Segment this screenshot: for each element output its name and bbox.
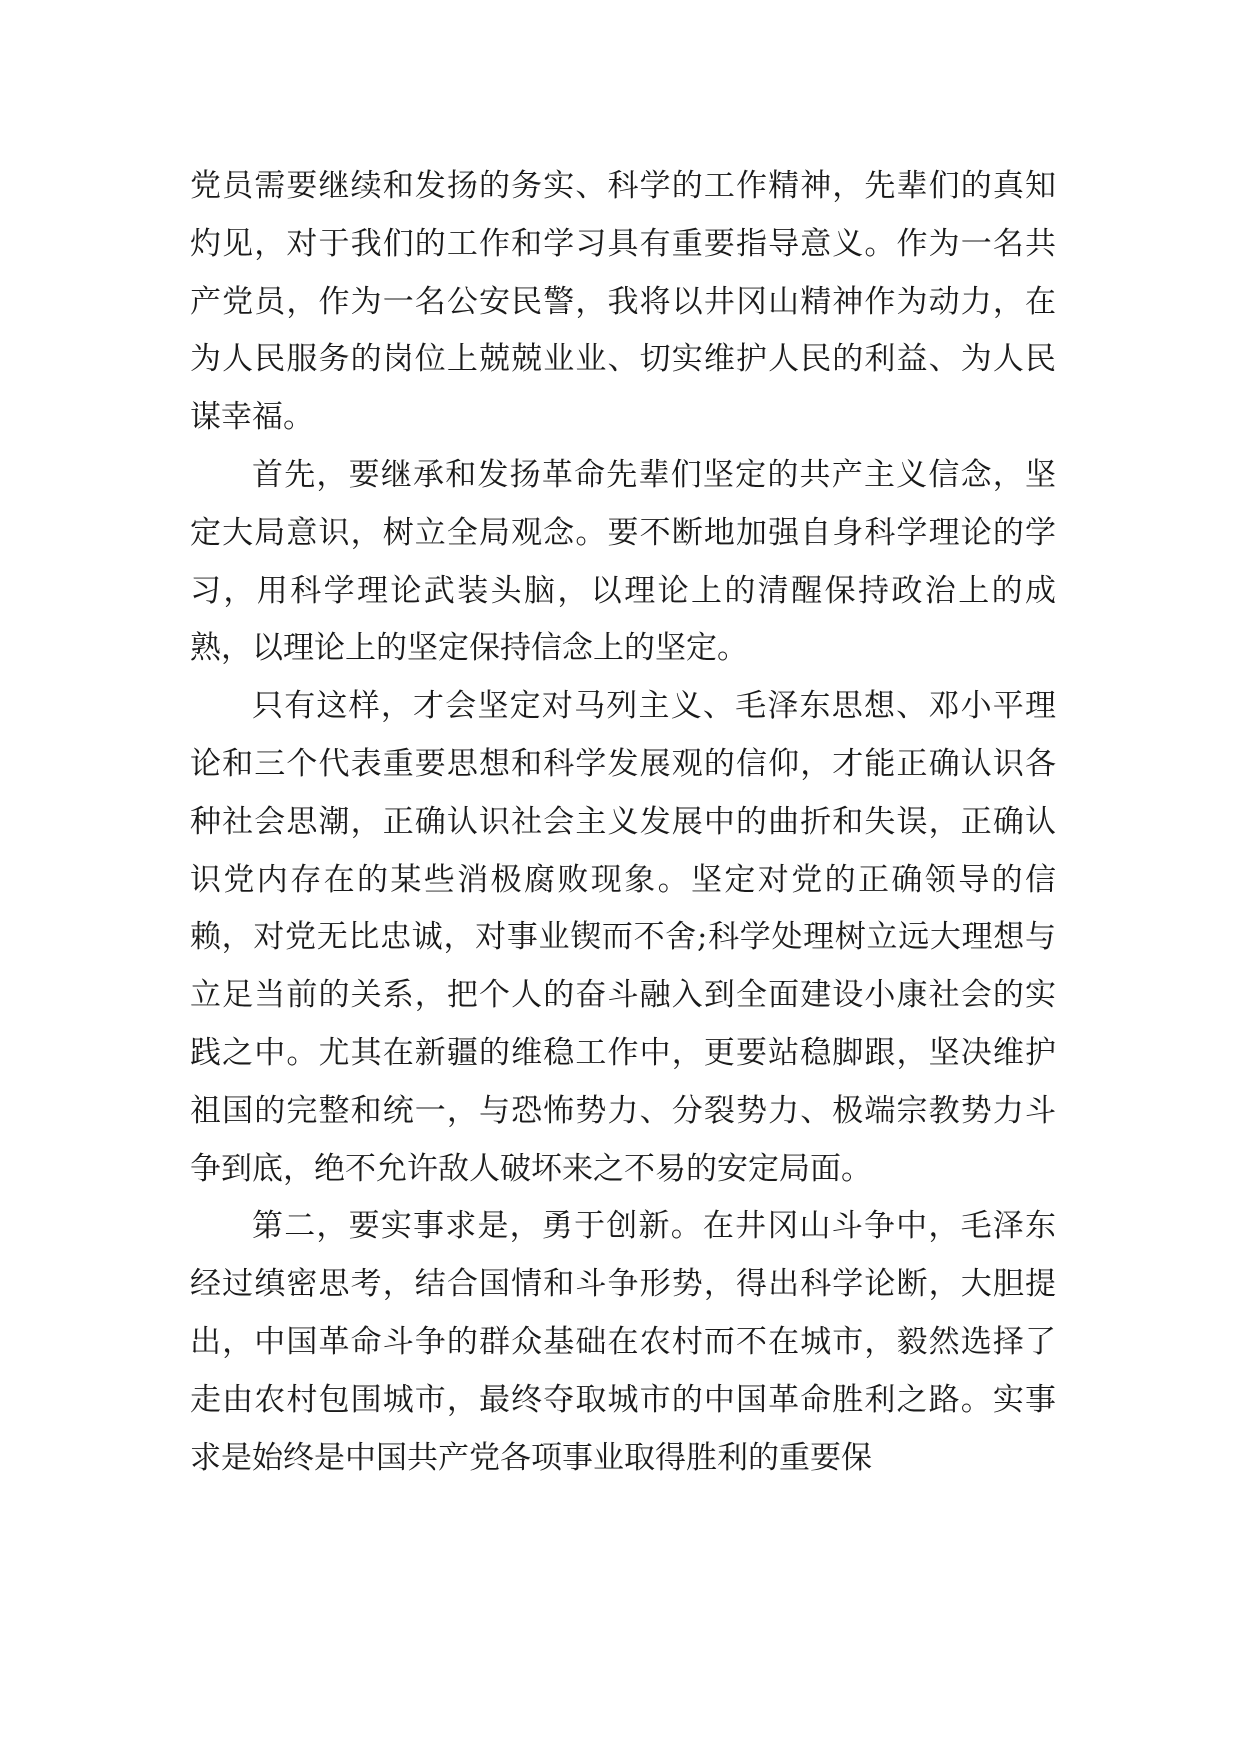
paragraph-4: 第二，要实事求是，勇于创新。在井冈山斗争中，毛泽东经过缜密思考，结合国情和斗争形势，得出科学论断，大胆提出，中国革命斗争的群众基础在农村而不在城市，毅然选择了走由农村包围城市，最终夺取城市的中国革命胜利之路。实事求是始终是中国共产党各项事业取得胜利的重要保 (190, 1208, 1056, 1476)
paragraph-2: 首先，要继承和发扬革命先辈们坚定的共产主义信念，坚定大局意识，树立全局观念。要不断地加强自身科学理论的学习，用科学理论武装头脑，以理论上的清醒保持政治上的成熟，以理论上的坚定保持信念上的坚定。 (190, 456, 1056, 667)
paragraph-3: 只有这样，才会坚定对马列主义、毛泽东思想、邓小平理论和三个代表重要思想和科学发展观的信仰，才能正确认识各种社会思潮，正确认识社会主义发展中的曲折和失误，正确认识党内存在的某些消极腐败现象。坚定对党的正确领导的信赖，对党无比忠诚，对事业锲而不舍;科学处理树立远大理想与立足当前的关系，把个人的奋斗融入到全面建设小康社会的实践之中。尤其在新疆的维稳工作中，更要站稳脚跟，坚决维护祖国的完整和统一，与恐怖势力、分裂势力、极端宗教势力斗争到底，绝不允许敌人破坏来之不易的安定局面。 (190, 688, 1056, 1187)
document-body (190, 158, 1056, 1487)
paragraph-1: 党员需要继续和发扬的务实、科学的工作精神，先辈们的真知灼见，对于我们的工作和学习具有重要指导意义。作为一名共产党员，作为一名公安民警，我将以井冈山精神作为动力，在为人民服务的岗位上兢兢业业、切实维护人民的利益、为人民谋幸福。 (190, 168, 1056, 436)
